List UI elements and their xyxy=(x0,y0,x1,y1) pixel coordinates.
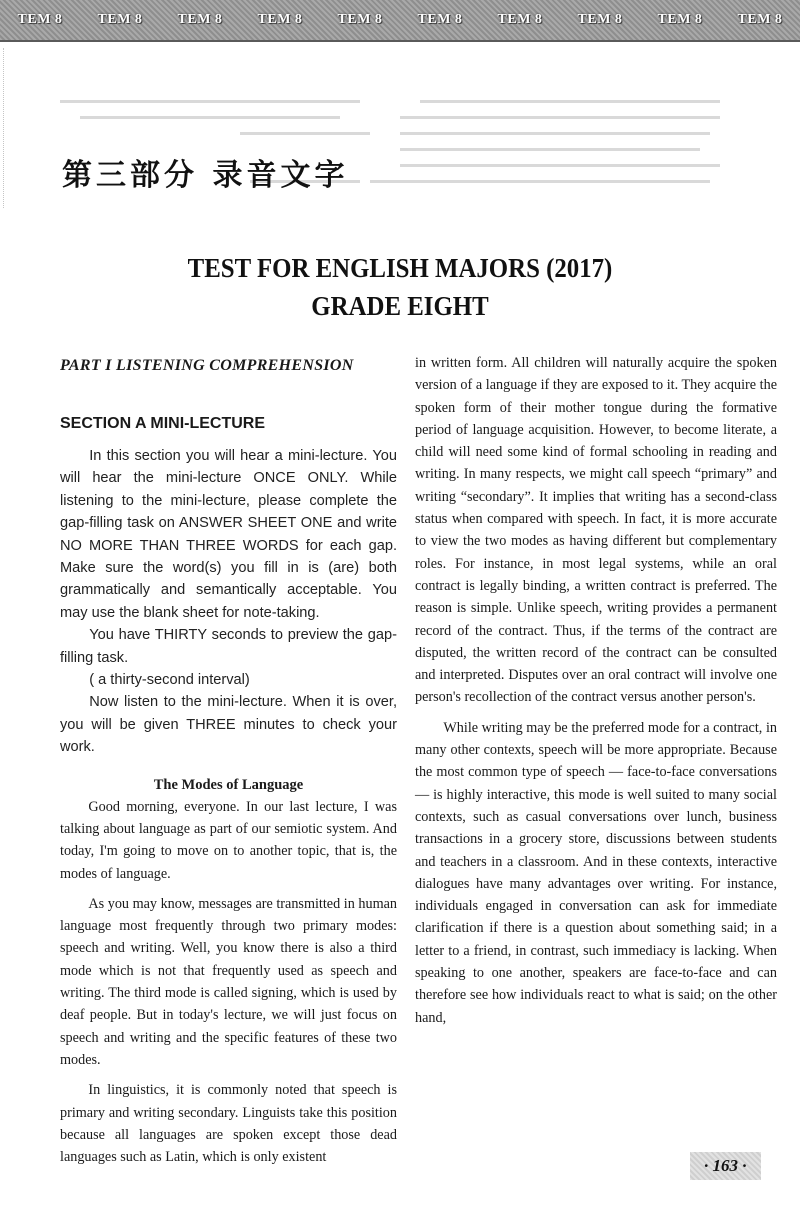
part-title: 第三部分 录音文字 xyxy=(62,158,349,193)
part-header-band xyxy=(40,90,765,200)
page-title: TEST FOR ENGLISH MAJORS (2017) xyxy=(187,253,613,283)
part-heading: PART I LISTENING COMPREHENSION xyxy=(60,357,354,374)
lecture-paragraph: While writing may be the preferred mode for a contract, in many other contexts, speech will be more appropriate. Because the most common type of speech — face-to-face conversations — is highly interactive, this mode is well suited to many social contexts, such as casual conversations over lunch, business transactions in a grocery store, discussions between students and teachers in a classroom. And in these contexts, interactive dialogues have many advantages over writing. For instance, individuals engaged in conversation can ask for immediate clarification if there is a question about something said; in a letter to a friend, in contrast, such immediacy is lacking. When speaking to one another, speakers are face-to-face and can therefore see how individuals react to what is said; on the other hand, xyxy=(415,719,777,1026)
instruction-paragraph: Now listen to the mini-lecture. When it is over, you will be given THREE minutes to check your work. xyxy=(60,694,397,756)
instruction-paragraph: In this section you will hear a mini-lecture. You will hear the mini-lecture ONCE ONLY. While listening to the mini-lecture, please complete the gap-filling task on ANSWER SHEET ONE and write NO MORE THAN THREE WORDS for each gap. Make sure the word(s) you fill in is (are) both grammatically and semantically acceptable. You may use the blank sheet for note-taking. xyxy=(60,448,397,621)
lecture-paragraph: in written form. All children will naturally acquire the spoken version of a language if they are exposed to it. They acquire the spoken form of their mother tongue during the formative period of language acquisition. However, to become literate, a child will need some kind of formal schooling in reading and writing. In many respects, we might call speech “primary” and writing “secondary”. It implies that writing has a second-class status when compared with speech. In fact, it is more accurate to view the two modes as having different but complementary roles. For instance, in most legal systems, while an oral contract is legally binding, a written contract is preferred. The reason is simple. Unlike speech, writing provides a permanent record of the contract. Thus, if the terms of the contract are disputed, the written record of the contract can be consulted and interpreted. Disputes over an oral contract will involve one person's recollection of the contract versus another person's. xyxy=(415,355,777,706)
banner-label: TEM 8 xyxy=(97,12,143,27)
lecture-title: The Modes of Language xyxy=(153,776,304,793)
lecture-paragraph: As you may know, messages are transmitted in human language most frequently through two primary modes: speech and writing. Well, you know there is also a third mode which is not that frequently used as speech and writing. The third mode is called signing, which is used by deaf people. But in today's lecture, we will just focus on speech and writing and the specific features of these two modes. xyxy=(60,895,397,1068)
lecture-paragraph: In linguistics, it is commonly noted that speech is primary and writing secondary. Linguists take this position because all languages are spoken except those dead languages such as Latin, which is only existent xyxy=(60,1082,397,1166)
right-column xyxy=(415,352,777,1029)
lecture-paragraph: Good morning, everyone. In our last lecture, I was talking about language as part of our semiotic system. And today, I'm going to move on to another topic, that is, the modes of language. xyxy=(60,798,397,882)
page-number: · 163 · xyxy=(690,1152,761,1180)
left-column xyxy=(60,345,397,1168)
instruction-paragraph: You have THIRTY seconds to preview the gap-filling task. xyxy=(60,627,397,666)
banner-label: TEM 8 xyxy=(177,12,223,27)
banner-label: TEM 8 xyxy=(577,12,623,27)
banner-label: TEM 8 xyxy=(737,12,783,27)
banner-label: TEM 8 xyxy=(337,12,383,27)
instruction-interval: ( a thirty-second interval) xyxy=(89,672,250,689)
section-heading: SECTION A MINI-LECTURE xyxy=(60,415,266,432)
running-header-banner xyxy=(0,0,800,42)
banner-label: TEM 8 xyxy=(657,12,703,27)
page-subtitle: GRADE EIGHT xyxy=(311,291,489,321)
gutter-mark xyxy=(3,48,6,208)
banner-label: TEM 8 xyxy=(417,12,463,27)
banner-label: TEM 8 xyxy=(257,12,303,27)
banner-label: TEM 8 xyxy=(17,12,63,27)
banner-label: TEM 8 xyxy=(497,12,543,27)
